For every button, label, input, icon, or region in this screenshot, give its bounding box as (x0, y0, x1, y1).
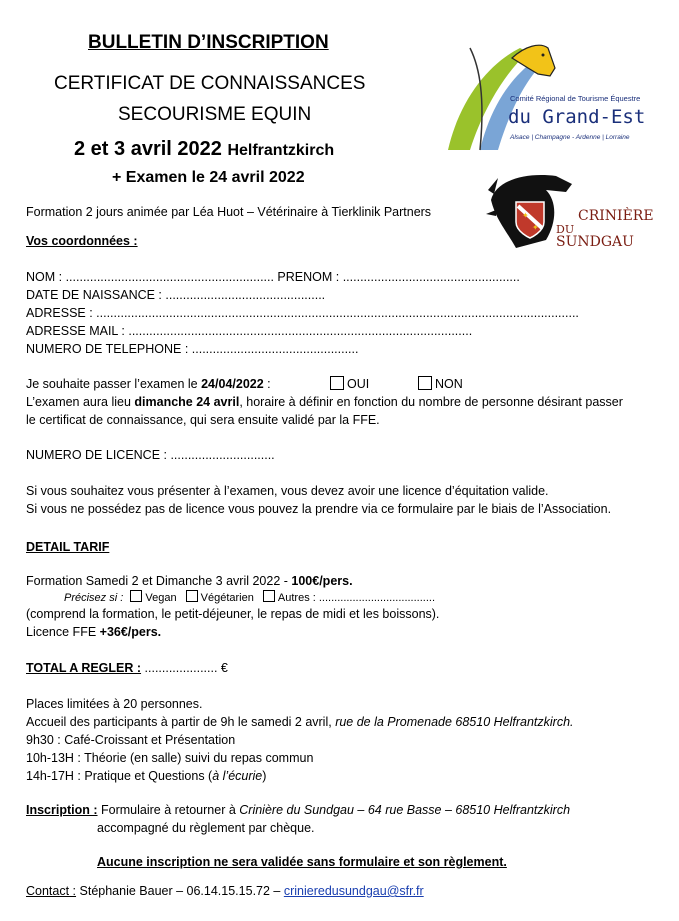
intro-text: Formation 2 jours animée par Léa Huot – Vétérinaire à Tierklinik Partners (26, 205, 432, 219)
non-label: NON (435, 377, 463, 391)
licence-info-1: Si vous souhaitez vous présenter à l’examen, vous devez avoir une licence d’équitation valide. (26, 484, 549, 498)
licence-tarif (26, 623, 161, 641)
criniere-name-1: CRINIÈRE (578, 208, 654, 224)
non-option[interactable] (418, 375, 463, 393)
schedule-3 (26, 767, 266, 785)
inscription-label: Inscription : (26, 803, 98, 817)
event-dates (74, 138, 334, 161)
contact-email-link[interactable]: crinieredusundgau@sfr.fr (283, 884, 424, 898)
exam-date: + Examen le 24 avril 2022 (112, 169, 305, 186)
formation-includes: (comprend la formation, le petit-déjeuner, le repas de midi et les boissons). (26, 607, 440, 621)
examen-question-colon: : (263, 377, 271, 391)
schedule-2: 10h-13H : Théorie (en salle) suivi du repas commun (26, 751, 314, 765)
adresse-field[interactable]: ADRESSE : ........................................................................................................................................... (26, 306, 579, 320)
coordonnees-heading: Vos coordonnées : (26, 234, 138, 248)
examen-info-line-2: le certificat de connaissance, qui sera ensuite validé par la FFE. (26, 413, 380, 427)
contact-label: Contact : (26, 884, 77, 898)
event-date-main: 2 et 3 avril 2022 (74, 138, 222, 160)
accueil-text: Accueil des participants à partir de 9h le samedi 2 avril, (26, 715, 336, 729)
nom-prenom-field[interactable]: NOM : ............................................................ PRENOM : ................................................... (26, 270, 520, 284)
examen-day: dimanche 24 avril (134, 395, 240, 409)
formation-tarif-text: Formation Samedi 2 et Dimanche 3 avril 2022 - (26, 574, 292, 588)
oui-checkbox[interactable] (330, 376, 344, 390)
total-field[interactable]: ..................... € (141, 661, 228, 675)
formation-price: 100€/pers. (291, 574, 353, 588)
licence-number-field[interactable]: NUMERO DE LICENCE : .............................. (26, 448, 275, 462)
adresse-mail-field[interactable]: ADRESSE MAIL : ................................................................................................... (26, 324, 473, 338)
document-title: BULLETIN D’INSCRIPTION (88, 32, 329, 53)
vegan-checkbox[interactable] (130, 590, 142, 602)
schedule-3-place: à l’écurie (212, 769, 263, 783)
total-label: TOTAL A REGLER : (26, 661, 142, 675)
precisez-label: Précisez si : (64, 592, 124, 604)
accueil-info (26, 713, 574, 731)
tarif-heading: DETAIL TARIF (26, 540, 110, 554)
inscription-line-2: accompagné du règlement par chèque. (97, 821, 315, 835)
examen-info-rest: , horaire à définir en fonction du nombre de personne désirant passer (239, 395, 623, 409)
crte-regions-list: Alsace | Champagne - Ardenne | Lorraine (510, 134, 630, 141)
inscription-text: Formulaire à retourner à (97, 803, 240, 817)
vegetarien-label: Végétarien (200, 592, 254, 604)
event-place: Helfrantzkirch (227, 142, 335, 159)
licence-tarif-text: Licence FFE (26, 625, 100, 639)
schedule-3-text: 14h-17H : Pratique et Questions ( (26, 769, 213, 783)
total-line (26, 659, 228, 677)
contact-text: Stéphanie Bauer – 06.14.15.15.72 – (76, 884, 284, 898)
vegan-label: Vegan (145, 592, 177, 604)
schedule-3-close: ) (262, 769, 267, 783)
contact-line (26, 882, 424, 900)
svg-text:✦: ✦ (532, 223, 539, 232)
examen-info-line (26, 393, 623, 411)
autres-checkbox[interactable] (263, 590, 275, 602)
autres-field[interactable]: Autres : ...................................... (277, 592, 435, 604)
vegetarien-checkbox[interactable] (186, 590, 198, 602)
inscription-warning: Aucune inscription ne sera validée sans formulaire et son règlement. (97, 855, 507, 869)
criniere-name-3: SUNDGAU (556, 234, 634, 250)
subtitle-certificat: CERTIFICAT DE CONNAISSANCES (54, 73, 366, 94)
oui-label: OUI (347, 377, 370, 391)
regime-options (64, 590, 435, 605)
non-checkbox[interactable] (418, 376, 432, 390)
date-naissance-field[interactable]: DATE DE NAISSANCE : .............................................. (26, 288, 326, 302)
crte-logo (440, 38, 676, 156)
subtitle-secourisme: SECOURISME EQUIN (118, 104, 312, 125)
formation-tarif (26, 572, 353, 590)
svg-text:✦: ✦ (522, 211, 529, 220)
crte-name: Comité Régional de Tourisme Équestre (510, 94, 641, 103)
crte-region: du Grand-Est (508, 106, 646, 128)
schedule-1: 9h30 : Café-Croissant et Présentation (26, 733, 236, 747)
accueil-address: rue de la Promenade 68510 Helfrantzkirch. (335, 715, 574, 729)
criniere-logo (486, 170, 666, 252)
examen-info-text: L’examen aura lieu (26, 395, 135, 409)
inscription-address: Crinière du Sundgau – 64 rue Basse – 68510 Helfrantzkirch (239, 803, 571, 817)
telephone-field[interactable]: NUMERO DE TELEPHONE : ................................................ (26, 342, 359, 356)
examen-question-text: Je souhaite passer l’examen le (26, 377, 202, 391)
licence-info-2: Si vous ne possédez pas de licence vous pouvez la prendre via ce formulaire par le biais de l’Association. (26, 502, 612, 516)
licence-price: +36€/pers. (99, 625, 162, 639)
examen-question (26, 375, 271, 393)
oui-option[interactable] (330, 375, 369, 393)
criniere-name-2: DU (556, 223, 575, 236)
examen-date: 24/04/2022 (201, 377, 264, 391)
inscription-line (26, 801, 570, 819)
places-info: Places limitées à 20 personnes. (26, 697, 203, 711)
